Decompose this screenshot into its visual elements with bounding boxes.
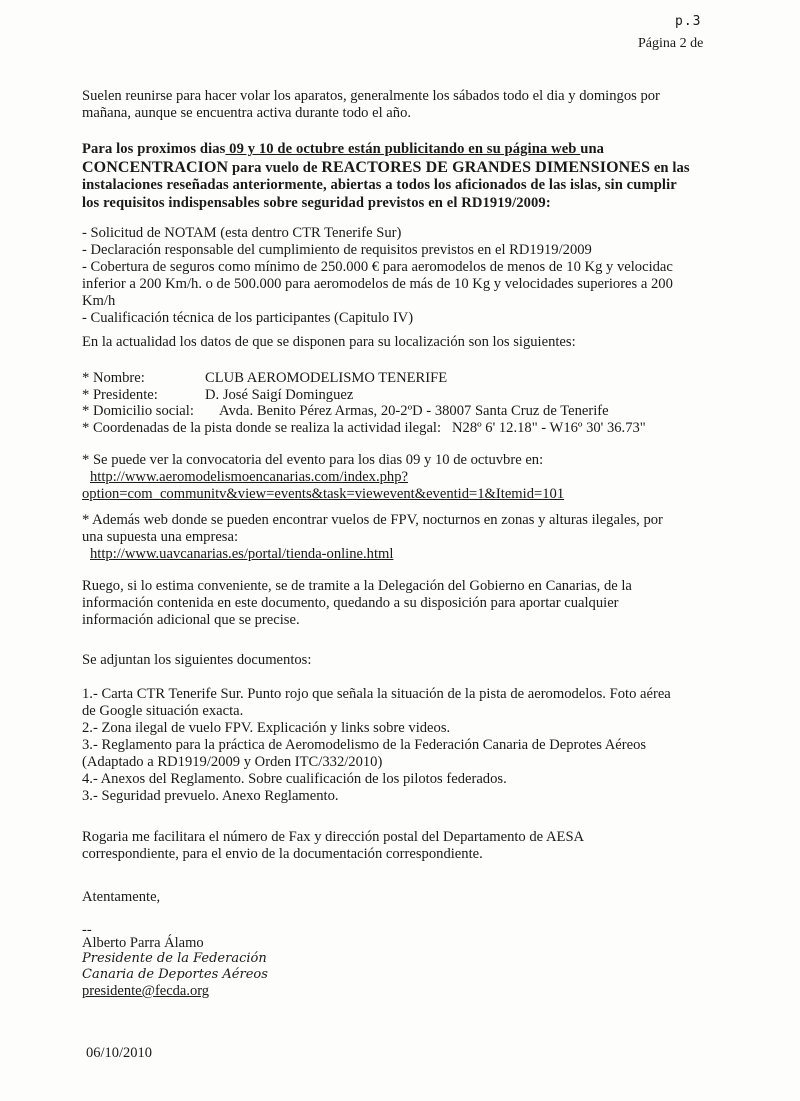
event-link-continued[interactable]: option=com_communitv&view=events&task=viewevent&eventid=1&Itemid=101 [82, 486, 565, 502]
announcement-line: instalaciones reseñadas anteriormente, abiertas a todos los aficionados de las islas, sin cumplir [82, 177, 677, 193]
event-text: * Se puede ver la convocatoria del evento para los dias 09 y 10 de octuvbre en: [82, 452, 544, 468]
attachments-intro: Se adjuntan los siguientes documentos: [82, 652, 312, 668]
fpv-text: * Además web donde se pueden encontrar vuelos de FPV, nocturnos en zonas y alturas ilegales, por [82, 512, 663, 528]
document-date: 06/10/2010 [86, 1045, 153, 1061]
intro-line: mañana, aunque se encuentra activa durante todo el año. [82, 105, 412, 121]
announcement-line: CONCENTRACION para vuelo de REACTORES DE GRANDES DIMENSIONES en las [82, 158, 690, 176]
fpv-paragraph [82, 512, 794, 563]
requirement-item: - Cualificación técnica de los participantes (Capitulo IV) [82, 310, 414, 326]
attachment-item: 3.- Reglamento para la práctica de Aeromodelismo de la Federación Canaria de Deprotes Aéreos [82, 737, 647, 753]
detail-coordinates: * Coordenadas de la pista donde se realiza la actividad ilegal: N28º 6' 12.18" - W16º 30' 36.73" [82, 419, 646, 436]
attachment-item: 3.- Seguridad prevuelo. Anexo Reglamento. [82, 788, 339, 804]
signature-title: Canaria de Deportes Aéreos [82, 967, 268, 982]
salutation: Atentamente, [82, 889, 161, 905]
request-line: Ruego, si lo estima conveniente, se de tramite a la Delegación del Gobierno en Canarias, de la [82, 578, 632, 594]
closing-request [82, 829, 794, 863]
club-details [82, 370, 794, 436]
requirement-item: inferior a 200 Km/h. o de 500.000 para aeromodelos de más de 10 Kg y velocidades superiores a 200 [82, 276, 673, 292]
detail-address: * Domicilio social: Avda. Benito Pérez Armas, 20-2ºD - 38007 Santa Cruz de Tenerife [82, 403, 609, 419]
attachment-item: 1.- Carta CTR Tenerife Sur. Punto rojo que señala la situación de la pista de aeromodelos. Foto aérea [82, 686, 671, 702]
requirement-item: Km/h [82, 293, 116, 309]
attachment-item: (Adaptado a RD1919/2009 y Orden ITC/332/2010) [82, 754, 383, 770]
request-line: información contenida en este documento, quedando a su disposición para aportar cualquier [82, 595, 619, 611]
event-link[interactable]: http://www.aeromodelismoencanarias.com/index.php? [90, 469, 408, 485]
announcement-line: los requisitos indispensables sobre seguridad previstos en el RD1919/2009: [82, 194, 551, 211]
event-paragraph [82, 452, 794, 503]
announcement-line: Para los proximos dias 09 y 10 de octubre están publicitando en su página web una [82, 141, 605, 157]
signature-title: Presidente de la Federación [82, 951, 267, 966]
attachment-item: 4.- Anexos del Reglamento. Sobre cualificación de los pilotos federados. [82, 771, 507, 787]
announcement-paragraph [82, 141, 794, 212]
signature-email[interactable]: presidente@fecda.org [82, 983, 210, 999]
signature-block [82, 922, 268, 999]
requirement-item: - Declaración responsable del cumplimiento de requisitos previstos en el RD1919/2009 [82, 242, 592, 258]
fpv-link[interactable]: http://www.uavcanarias.es/portal/tienda-online.html [90, 546, 394, 562]
attachment-item: de Google situación exacta. [82, 703, 244, 719]
request-line: información adicional que se precise. [82, 612, 300, 628]
attachment-item: 2.- Zona ilegal de vuelo FPV. Explicación y links sobre videos. [82, 720, 451, 736]
announcement-highlight: 09 y 10 de octubre están publicitando en su página web [225, 141, 581, 157]
requirement-item: - Cobertura de seguros como mínimo de 250.000 € para aeromodelos de menos de 10 Kg y velocidac [82, 259, 673, 275]
detail-name: * Nombre: CLUB AEROMODELISMO TENERIFE [82, 370, 448, 386]
page-label: Página 2 de [638, 36, 704, 51]
fpv-text: una supuesta una empresa: [82, 529, 239, 545]
page-marker: p.3 [675, 14, 702, 29]
detail-president: * Presidente: D. José Saigí Dominguez [82, 386, 354, 403]
attachments-list [82, 686, 794, 805]
signature-name: Alberto Parra Álamo [82, 935, 204, 951]
signature-separator: -- [82, 922, 92, 938]
intro-line: Suelen reunirse para hacer volar los aparatos, generalmente los sábados todo el dia y domingos por [82, 88, 660, 104]
requirement-item: - Solicitud de NOTAM (esta dentro CTR Tenerife Sur) [82, 225, 402, 241]
location-intro: En la actualidad los datos de que se disponen para su localización son los siguientes: [82, 334, 576, 350]
closing-line: Rogaria me facilitara el número de Fax y dirección postal del Departamento de AESA [82, 829, 585, 845]
requirements-list [82, 225, 794, 327]
closing-line: correspondiente, para el envio de la documentación correspondiente. [82, 846, 483, 862]
intro-paragraph [82, 88, 794, 122]
request-paragraph [82, 578, 794, 629]
